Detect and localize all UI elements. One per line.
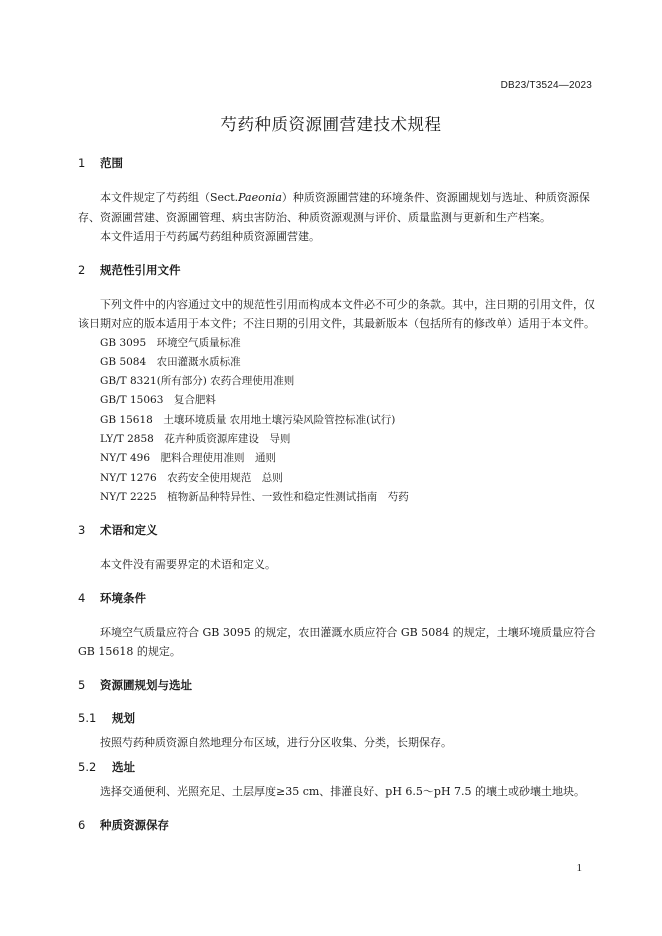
- reference-item: NY/T 2225 植物新品种特异性、一致性和稳定性测试指南 芍药: [100, 490, 409, 503]
- document-body: [78, 155, 602, 833]
- section-1-heading: [78, 155, 602, 171]
- section-number: 6: [78, 817, 86, 832]
- section-5-2-heading: [78, 759, 602, 775]
- reference-item: LY/T 2858 花卉种质资源库建设 导则: [100, 432, 291, 445]
- scope-text-end: ）种质资源圃营建的环境条件、资源圃规划与选址、种质资源保存、资源圃营建、资源圃管理、病虫害防治、种质资源观测与评价、质量监测与更新和生产档案。: [78, 191, 590, 224]
- section-number: 1: [78, 156, 86, 170]
- section-3-heading: [78, 522, 602, 538]
- planning-paragraph: 按照芍药种质资源自然地理分布区域，进行分区收集、分类，长期保存。: [100, 735, 452, 749]
- section-title: 资源圃规划与选址: [100, 677, 193, 692]
- reference-item: GB/T 15063 复合肥料: [100, 394, 216, 407]
- reference-item: GB/T 8321(所有部分) 农药合理使用准则: [100, 375, 295, 388]
- section-number: 3: [78, 523, 86, 538]
- section-6-heading: [78, 817, 602, 833]
- scope-paragraph: [78, 188, 602, 227]
- section-title: 选址: [112, 760, 136, 775]
- section-title: 环境条件: [100, 590, 147, 605]
- section-title: 术语和定义: [100, 523, 158, 538]
- reference-list: [78, 334, 602, 508]
- section-title: 规划: [112, 710, 136, 725]
- section-number: 4: [78, 590, 86, 605]
- section-5-1-heading: [78, 710, 602, 726]
- scope-text-start: 本文件规定了芍药组（Sect.: [100, 191, 239, 204]
- environment-paragraph: 环境空气质量应符合 GB 3095 的规定，农田灌溉水质应符合 GB 5084 的规定，土壤环境质量应符合 GB 15618 的规定。: [78, 625, 596, 659]
- section-number: 2: [78, 262, 86, 277]
- section-number: 5.1: [78, 710, 97, 725]
- section-4-heading: [78, 590, 602, 606]
- section-title: 规范性引用文件: [100, 262, 181, 277]
- references-intro: 下列文件中的内容通过文中的规范性引用而构成本文件必不可少的条款。其中，注日期的引用文件，仅该日期对应的版本适用于本文件；不注日期的引用文件，其最新版本（包括所有的修改单）适用于本文件。: [78, 297, 595, 330]
- section-2-heading: [78, 262, 602, 278]
- reference-item: NY/T 496 肥料合理使用准则 通则: [100, 452, 277, 465]
- section-title: 范围: [100, 156, 124, 170]
- section-5-heading: [78, 677, 602, 693]
- section-number: 5.2: [78, 760, 97, 775]
- applicability-paragraph: 本文件适用于芍药属芍药组种质资源圃营建。: [100, 230, 320, 243]
- reference-item: GB 3095 环境空气质量标准: [100, 336, 241, 349]
- site-selection-paragraph: 选择交通便利、光照充足、土层厚度≥35 cm、排灌良好、pH 6.5～pH 7.5 的壤土或砂壤土地块。: [100, 785, 586, 799]
- terms-paragraph: 本文件没有需要界定的术语和定义。: [100, 558, 276, 572]
- reference-item: NY/T 1276 农药安全使用规范 总则: [100, 471, 283, 484]
- section-number: 5: [78, 677, 86, 692]
- page-number: 1: [576, 862, 582, 874]
- reference-item: GB 5084 农田灌溉水质标准: [100, 355, 241, 368]
- section-title: 种质资源保存: [100, 817, 170, 832]
- reference-item: GB 15618 土壤环境质量 农用地土壤污染风险管控标准(试行): [100, 413, 396, 426]
- document-title: 芍药种质资源圃营建技术规程: [220, 115, 442, 134]
- document-id: DB23/T3524—2023: [500, 80, 592, 91]
- genus-name: Paeonia: [238, 191, 282, 204]
